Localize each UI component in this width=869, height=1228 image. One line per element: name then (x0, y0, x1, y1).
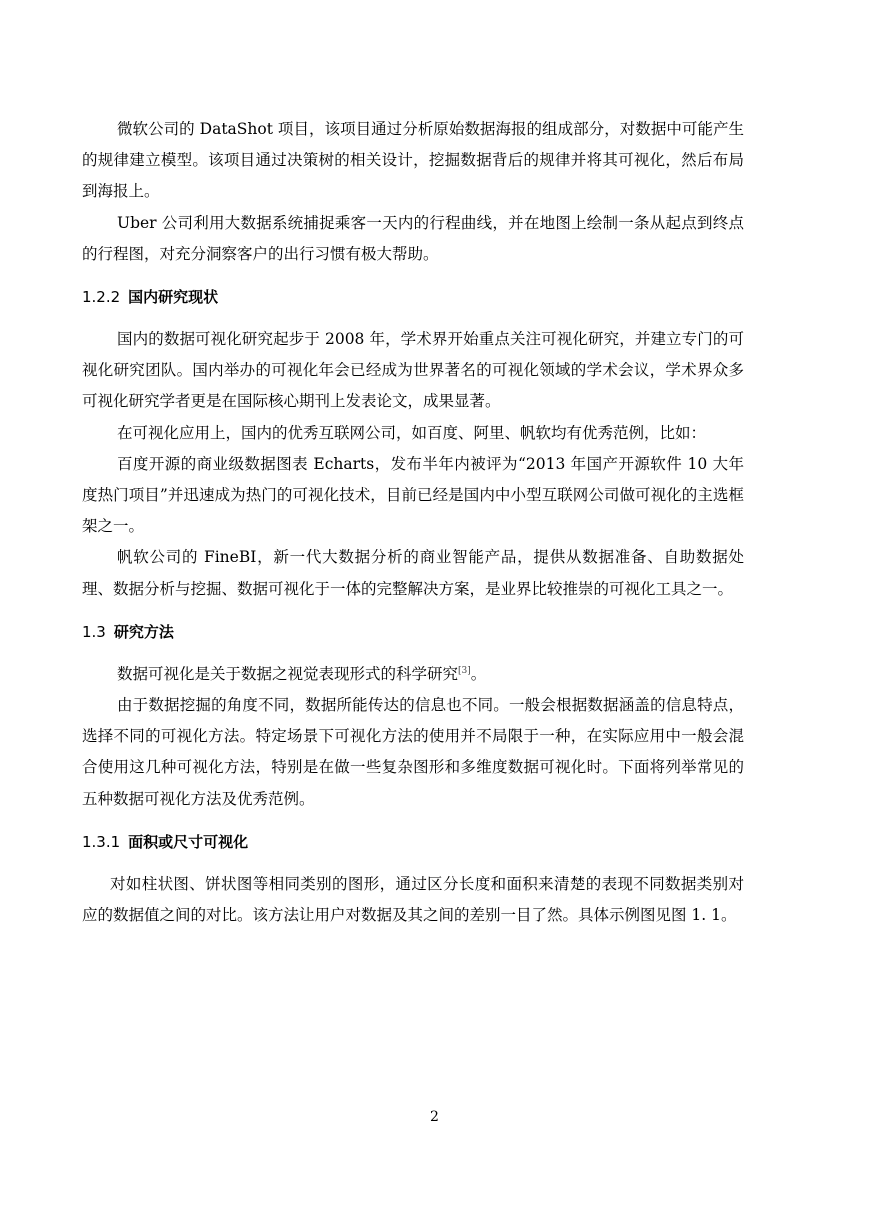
spacer (82, 605, 744, 617)
page-content (82, 114, 744, 931)
paragraph-uber: Uber 公司利用大数据系统捕捉乘客一天内的行程曲线，并在地图上绘制一条从起点到终点的行程图，对充分洞察客户的出行习惯有极大帮助。 (82, 213, 744, 263)
section-title: 研究方法 (113, 622, 174, 641)
definition-tail: 。 (470, 664, 487, 683)
spacer (82, 815, 744, 827)
spacer (82, 312, 744, 324)
spacer (82, 857, 744, 869)
page-number: 2 (430, 1109, 439, 1125)
section-heading-1-3-1 (82, 827, 744, 857)
paragraph-domestic-research: 国内的数据可视化研究起步于 2008 年，学术界开始重点关注可视化研究，并建立专门的可视化研究团队。国内举办的可视化年会已经成为世界著名的可视化领域的学术会议，学术界众多可视化研究学者更是在国际核心期刊上发表论文，成果显著。 (82, 330, 744, 411)
citation-ref: [3] (458, 665, 471, 676)
section-number: 1.3 (82, 622, 106, 641)
paragraph-finebi: 帆软公司的 FineBI，新一代大数据分析的商业智能产品，提供从数据准备、自助数据处理、数据分析与挖掘、数据可视化于一体的完整解决方案，是业界比较推崇的可视化工具之一。 (82, 548, 744, 598)
paragraph-definition (82, 659, 744, 690)
spacer (82, 647, 744, 659)
definition-text: 数据可视化是关于数据之视觉表现形式的科学研究 (117, 664, 459, 683)
section-heading-1-2-2 (82, 282, 744, 312)
section-heading-1-3 (82, 617, 744, 647)
section-title: 国内研究现状 (128, 288, 219, 307)
section-number: 1.2.2 (82, 288, 121, 307)
paragraph-area-visualization: 对如柱状图、饼状图等相同类别的图形，通过区分长度和面积来清楚的表现不同数据类别对应的数据值之间的对比。该方法让用户对数据及其之间的差别一目了然。具体示例图见图 1. 1。 (82, 874, 744, 925)
paragraph-datashot: 微软公司的 DataShot 项目，该项目通过分析原始数据海报的组成部分，对数据中可能产生的规律建立模型。该项目通过决策树的相关设计，挖掘数据背后的规律并将其可视化，然后布局到海报上。 (82, 120, 744, 201)
paragraph-methods: 由于数据挖掘的角度不同，数据所能传达的信息也不同。一般会根据数据涵盖的信息特点，选择不同的可视化方法。特定场景下可视化方法的使用并不局限于一种，在实际应用中一般会混合使用这几种可视化方法，特别是在做一些复杂图形和多维度数据可视化时。下面将列举常见的五种数据可视化方法及优秀范例。 (82, 696, 744, 808)
paragraph-domestic-apps: 在可视化应用上，国内的优秀互联网公司，如百度、阿里、帆软均有优秀范例，比如： (117, 423, 707, 442)
section-number: 1.3.1 (82, 832, 121, 851)
spacer (82, 270, 744, 282)
paragraph-echarts: 百度开源的商业级数据图表 Echarts，发布半年内被评为“2013 年国产开源软件 10 大年度热门项目”并迅速成为热门的可视化技术，目前已经是国内中小型互联网公司做可视化的主选框架之一。 (82, 454, 744, 536)
section-title: 面积或尺寸可视化 (128, 832, 249, 851)
